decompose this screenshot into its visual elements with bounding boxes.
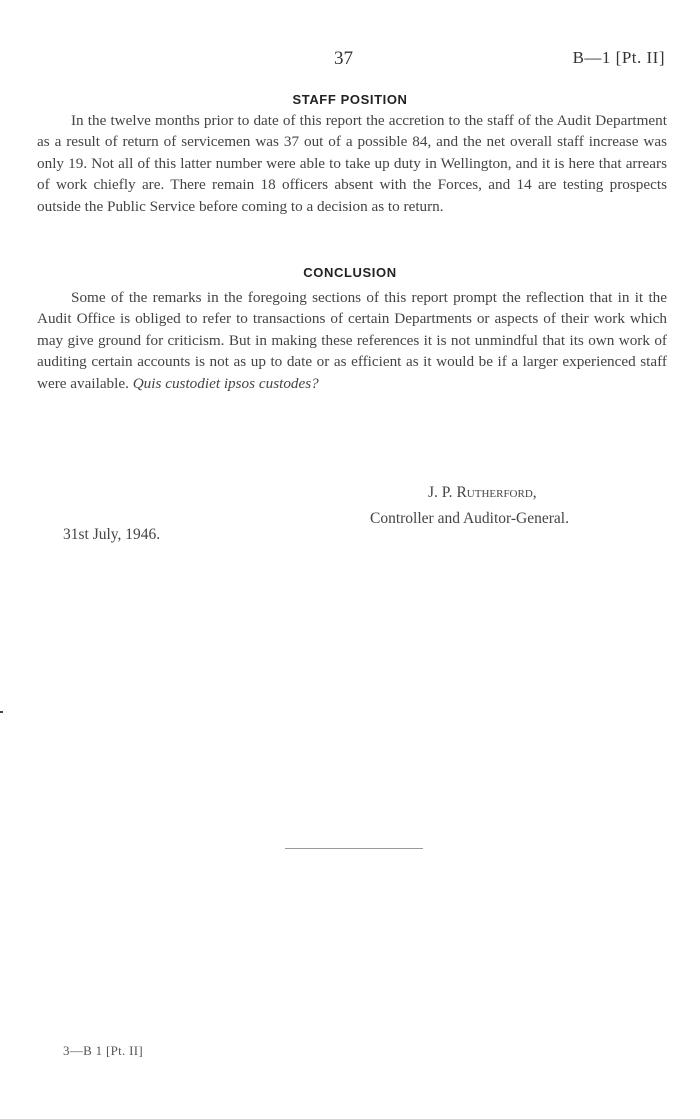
staff-position-paragraph: In the twelve months prior to date of this report the accretion to the staff of the Audit Department as a result of return of servicemen was 37 out of a possible 84, and the net overall staff increase was only 19. Not all of this latter number were able to take up duty in Wellington, and it is here that arrears of work chiefly are. There remain 18 officers absent with the Forces, and 14 are testing prospects outside the Public Service before coming to a decision as to return. — [37, 112, 667, 215]
page-number: 37 — [334, 48, 353, 69]
margin-mark — [0, 711, 3, 713]
signature-name — [428, 484, 537, 502]
conclusion-heading: CONCLUSION — [303, 265, 397, 280]
report-date: 31st July, 1946. — [63, 526, 161, 543]
footer-reference: 3—B 1 [Pt. II] — [63, 1043, 144, 1058]
section-rule — [285, 848, 423, 849]
signature-title: Controller and Auditor-General. — [370, 510, 569, 527]
conclusion-text: Some of the remarks in the foregoing sections of this report prompt the reflection that in it the Audit Office is obliged to refer to transactions of certain Departments or aspects of their work which may give ground for criticism. But in making these references it is not unmindful that its own work of auditing certain accounts is not as up to date or as efficient as it would be if a larger experienced staff were available. — [37, 289, 667, 392]
page-reference: B—1 [Pt. II] — [572, 48, 665, 67]
staff-position-heading: STAFF POSITION — [292, 92, 408, 107]
signature-surname: Rutherford, — [456, 484, 537, 501]
conclusion-paragraph — [37, 287, 667, 394]
signature-initials: J. P. — [428, 484, 453, 501]
latin-quote: Quis custodiet ipsos custodes? — [132, 374, 319, 392]
